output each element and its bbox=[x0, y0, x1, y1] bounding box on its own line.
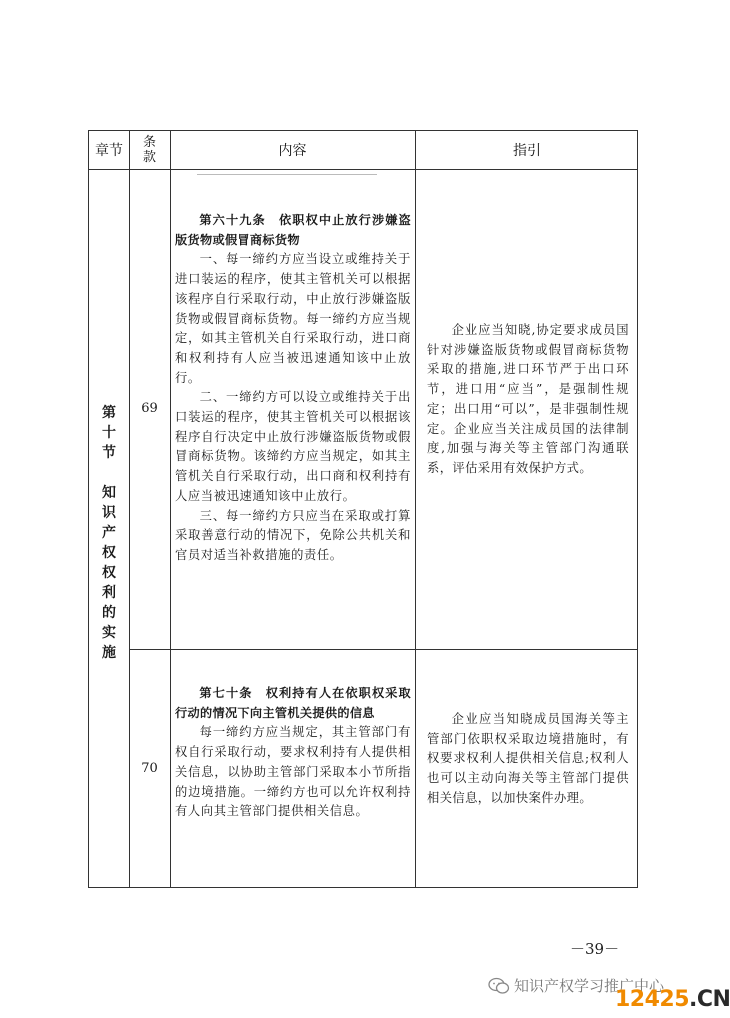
clause-paragraph: 二、一缔约方可以设立或维持关于出口装运的程序，使其主管机关可以根据该程序自行决定中止放行涉嫌盗版货物或假冒商标货物。该缔约方应当规定，如其主管机关自行采取行动，出口商和权利持有人应当被迅速通知该中止放行。 bbox=[175, 390, 411, 503]
clause-number: 69 bbox=[141, 401, 158, 416]
chapter-char: 产 bbox=[102, 525, 116, 541]
header-clause-line1: 条 bbox=[142, 135, 156, 150]
chapter-char: 十 bbox=[102, 425, 116, 441]
row-divider bbox=[129, 649, 637, 650]
faint-rule bbox=[197, 174, 377, 175]
watermark-site-logo bbox=[615, 987, 730, 1012]
wechat-icon bbox=[488, 977, 510, 995]
chapter-char: 利 bbox=[102, 585, 116, 601]
header-divider bbox=[89, 169, 637, 170]
clause-title: 第七十条 权利持有人在依职权采取行动的情况下向主管机关提供的信息 bbox=[175, 686, 411, 720]
chapter-char: 识 bbox=[102, 505, 116, 521]
chapter-char: 节 bbox=[102, 445, 116, 461]
column-divider bbox=[170, 131, 171, 887]
header-content: 内容 bbox=[278, 143, 307, 159]
chapter-char: 第 bbox=[102, 405, 116, 421]
clause-number: 70 bbox=[141, 761, 158, 776]
clause-guide bbox=[427, 321, 629, 479]
clause-guide bbox=[427, 710, 629, 809]
clause-paragraph: 三、每一缔约方只应当在采取或打算采取善意行动的情况下，免除公共机关和官员对适当补救措施的责任。 bbox=[175, 508, 411, 562]
chapter-char: 的 bbox=[102, 605, 116, 621]
clause-content bbox=[175, 684, 411, 822]
header-clause bbox=[129, 131, 170, 169]
watermark-site-digits: 12425 bbox=[615, 987, 690, 1012]
chapter-title bbox=[89, 403, 129, 663]
column-divider bbox=[415, 131, 416, 887]
clause-table bbox=[88, 130, 638, 888]
chapter-char: 施 bbox=[102, 645, 116, 661]
guide-text: 企业应当知晓成员国海关等主管部门依职权采取边境措施时，有权要求权利人提供相关信息;权利人也可以主动向海关等主管部门提供相关信息，以加快案件办理。 bbox=[427, 712, 629, 805]
chapter-char: 知 bbox=[102, 485, 116, 501]
page-number: －39－ bbox=[570, 940, 620, 958]
clause-content bbox=[175, 211, 411, 566]
header-chapter: 章节 bbox=[95, 143, 123, 159]
chapter-char: 权 bbox=[102, 545, 116, 561]
header-clause-line2: 款 bbox=[142, 150, 156, 165]
clause-title: 第六十九条 依职权中止放行涉嫌盗版货物或假冒商标货物 bbox=[175, 213, 411, 247]
guide-text: 企业应当知晓,协定要求成员国针对涉嫌盗版货物或假冒商标货物采取的措施,进口环节严于出口环节，进口用“应当”，是强制性规定；出口用“可以”，是非强制性规定。企业应当关注成员国的法律制度,加强与海关等主管部门沟通联系，评估采用有效保护方式。 bbox=[427, 323, 629, 475]
clause-paragraph: 一、每一缔约方应当设立或维持关于进口装运的程序，使其主管机关可以根据该程序自行采取行动，中止放行涉嫌盗版货物或假冒商标货物。每一缔约方应当规定，如其主管机关自行采取行动，进口商和权利持有人应当被迅速通知该中止放行。 bbox=[175, 252, 411, 385]
watermark-site-suffix: .CN bbox=[689, 987, 730, 1012]
clause-paragraph: 每一缔约方应当规定，其主管部门有权自行采取行动，要求权利持有人提供相关信息，以协助主管部门采取本小节所指的边境措施。一缔约方也可以允许权利持有人向其主管部门提供相关信息。 bbox=[175, 725, 411, 819]
watermark-text: 知识产权学习推广中心 bbox=[514, 977, 665, 995]
chapter-char: 实 bbox=[102, 625, 116, 641]
header-guide: 指引 bbox=[513, 143, 541, 159]
chapter-char: 权 bbox=[102, 565, 116, 581]
